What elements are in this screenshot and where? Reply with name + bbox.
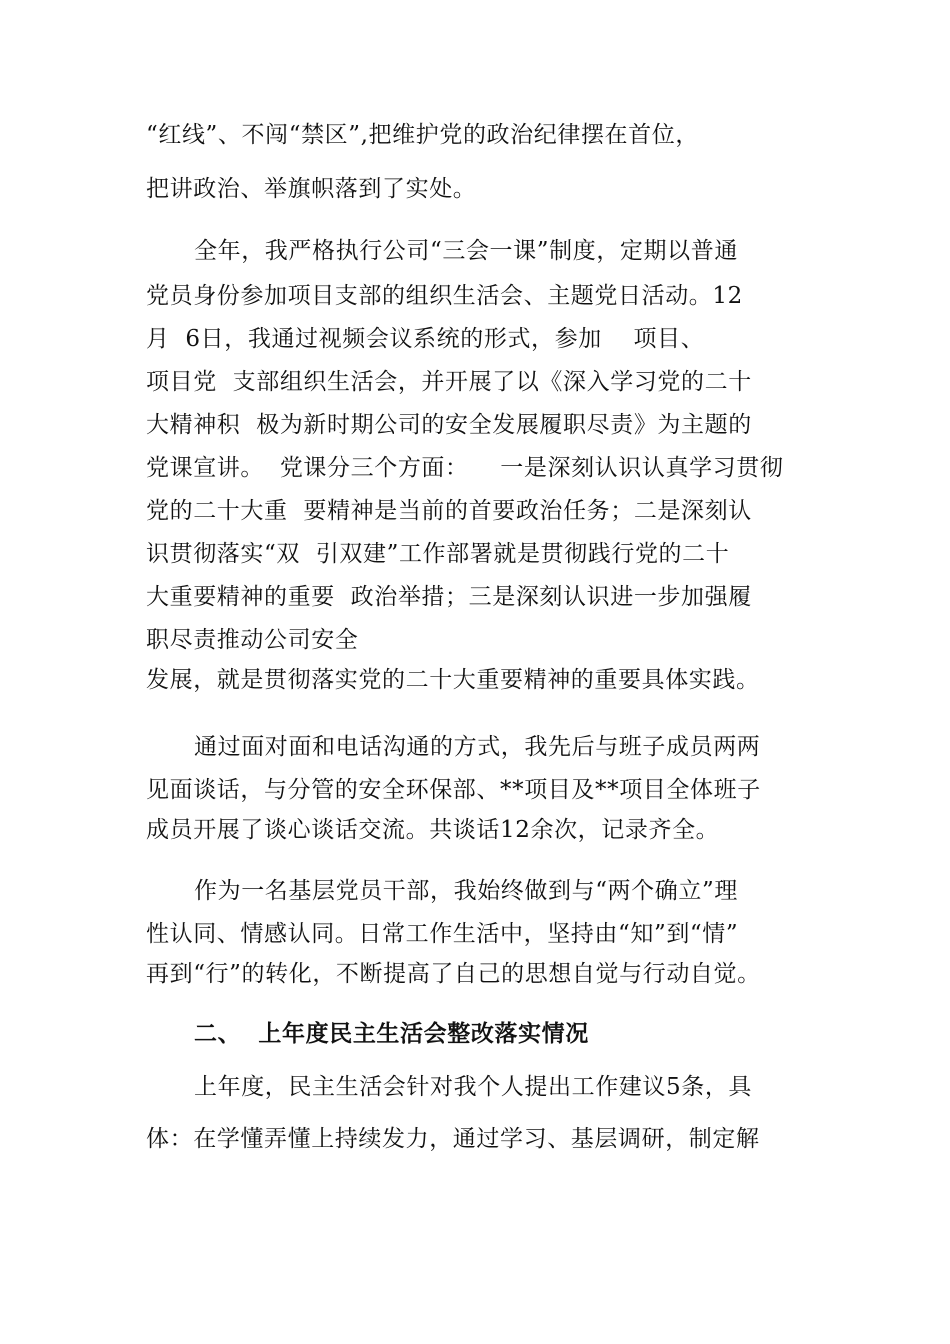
text-line: 大重要精神的重要 政治举措；三是深刻认识进一步加强履 [146,584,752,610]
text-line: 党员身份参加项目支部的组织生活会、主题党日活动。12 [146,283,743,309]
text-line: 作为一名基层党员干部，我始终做到与“两个确立”理 [194,878,738,904]
text-line: 识贯彻落实“双 引双建”工作部署就是贯彻践行党的二十 [146,541,730,567]
text-line: 体：在学懂弄懂上持续发力，通过学习、基层调研，制定解 [146,1126,760,1152]
text-line: 再到“行”的转化，不断提高了自己的思想自觉与行动自觉。 [146,961,761,987]
text-line: 见面谈话，与分管的安全环保部、**项目及**项目全体班子 [146,777,761,803]
text-line: 上年度，民主生活会针对我个人提出工作建议5条，具 [194,1074,753,1100]
text-line: 发展，就是贯彻落实党的二十大重要精神的重要具体实践。 [146,667,760,693]
text-line: 项目党 支部组织生活会，并开展了以《深入学习党的二十 [146,369,752,395]
text-line: “红线”、不闯“禁区”,把维护党的政治纪律摆在首位， [146,122,699,148]
text-line: 月 6日，我通过视频会议系统的形式，参加 项目、 [146,326,705,352]
text-line: 党的二十大重 要精神是当前的首要政治任务；二是深刻认 [146,498,752,524]
section-heading: 二、 上年度民主生活会整改落实情况 [194,1021,589,1047]
text-line: 党课宣讲。 党课分三个方面： 一是深刻认识认真学习贯彻 [146,455,784,481]
text-line: 大精神积 极为新时期公司的安全发展履职尽责》为主题的 [146,412,752,438]
text-line: 全年，我严格执行公司“三会一课”制度，定期以普通 [194,238,738,264]
text-line: 职尽责推动公司安全 [146,627,359,653]
text-line: 通过面对面和电话沟通的方式，我先后与班子成员两两 [194,734,761,760]
text-line: 成员开展了谈心谈话交流。共谈话12余次，记录齐全。 [146,817,720,843]
text-line: 性认同、情感认同。日常工作生活中，坚持由“知”到“情” [146,921,739,947]
text-line: 把讲政治、举旗帜落到了实处。 [146,176,477,202]
